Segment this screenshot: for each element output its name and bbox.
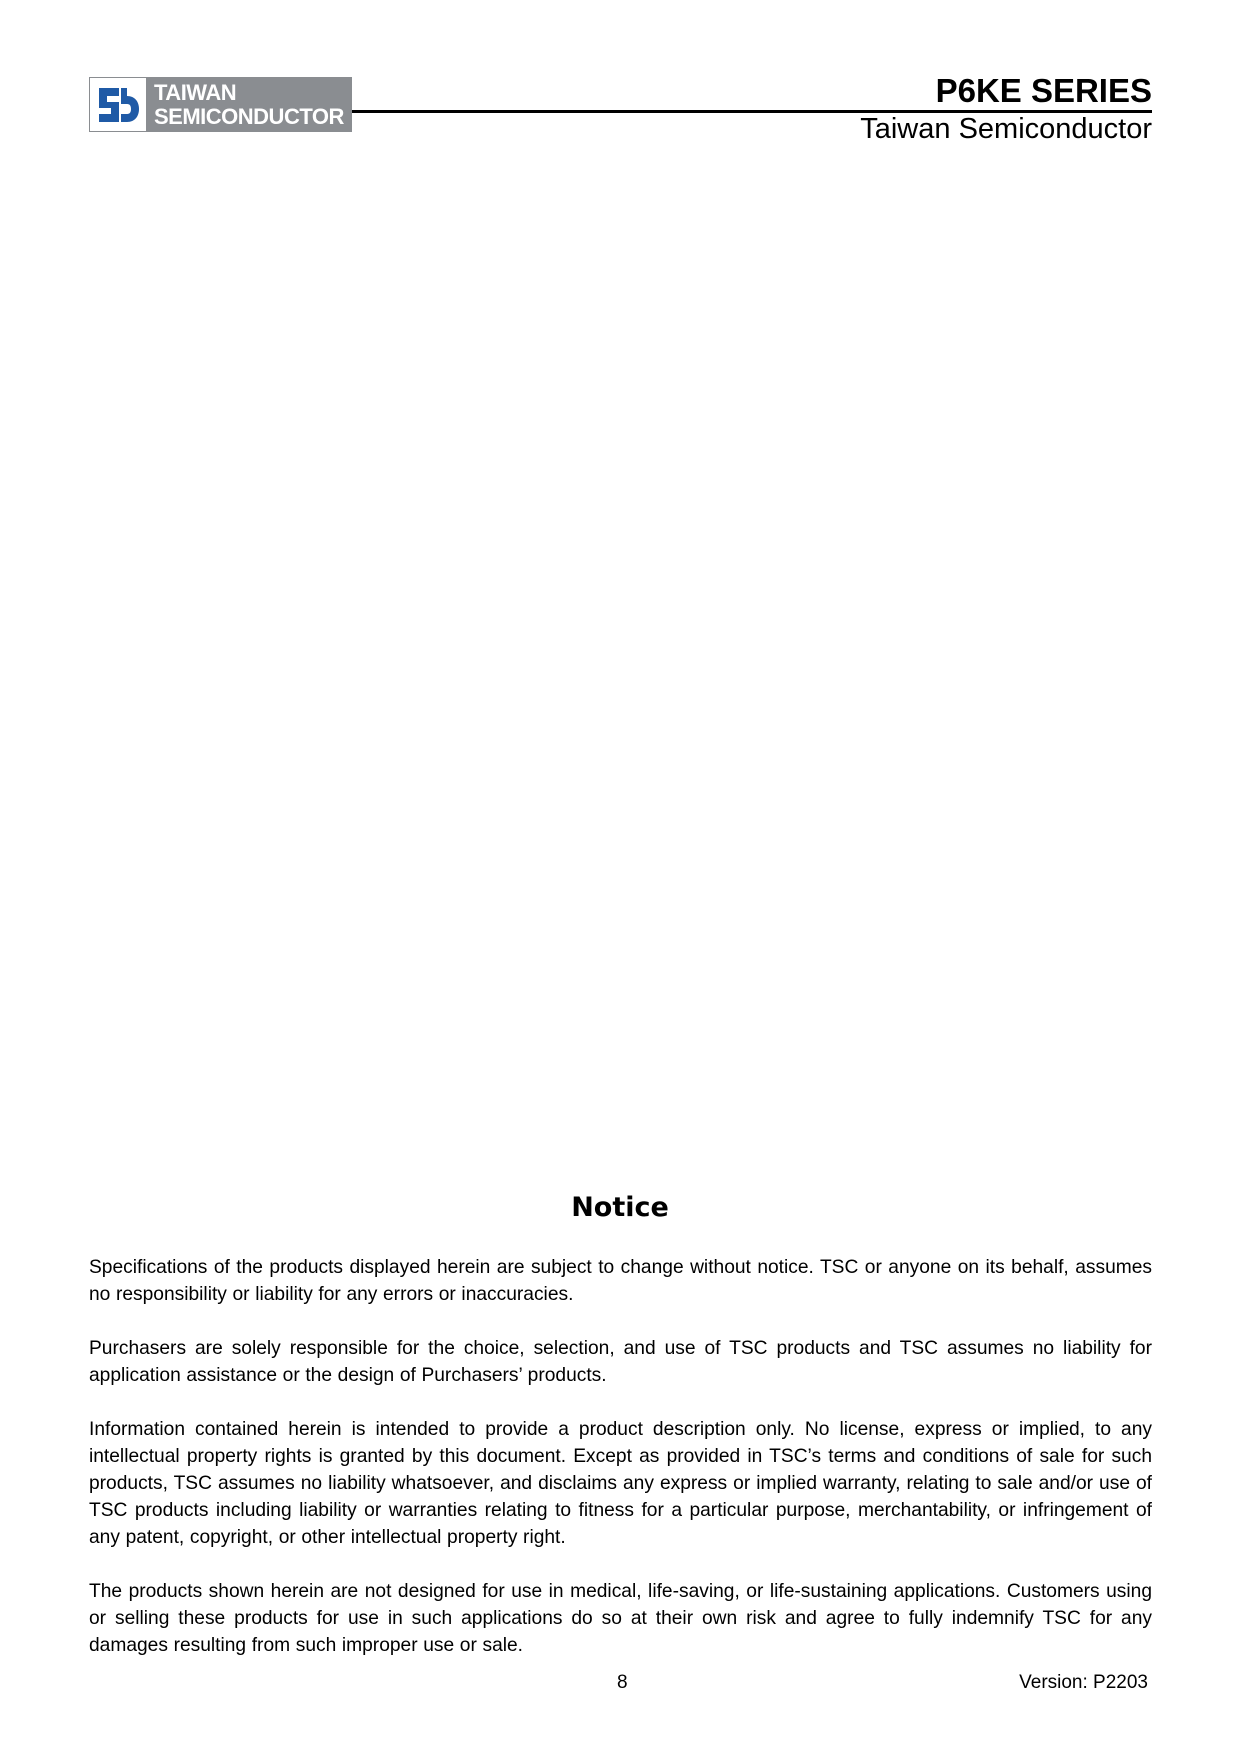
notice-body	[89, 1254, 1152, 1686]
notice-paragraph: Purchasers are solely responsible for the choice, selection, and use of TSC products and TSC assumes no liability for application assistance or the design of Purchasers’ products.	[89, 1338, 1152, 1386]
tsc-logo-icon	[90, 78, 146, 131]
notice-paragraph: Specifications of the products displayed herein are subject to change without notice. TSC or anyone on its behalf, assumes no responsibility or liability for any errors or inaccuracies.	[89, 1257, 1152, 1305]
company-logo	[89, 77, 352, 132]
notice-heading: Notice	[571, 1192, 669, 1223]
notice-paragraph: The products shown herein are not designed for use in medical, life-saving, or life-sustaining applications. Customers using or selling these products for use in such applications do so at their own risk and agree to fully indemnify TSC for any damages resulting from such improper use or sale.	[89, 1581, 1152, 1656]
logo-line-2: SEMICONDUCTOR	[154, 104, 344, 129]
page-number: 8	[617, 1672, 628, 1693]
company-name: Taiwan Semiconductor	[860, 113, 1152, 145]
notice-paragraph: Information contained herein is intended to provide a product description only. No license, express or implied, to any intellectual property rights is granted by this document. Except as provided in TSC’s terms and conditions of sale for such products, TSC assumes no liability whatsoever, and disclaims any express or implied warranty, relating to sale and/or use of TSC products including liability or warranties relating to fitness for a particular purpose, merchantability, or infringement of any patent, copyright, or other intellectual property right.	[89, 1419, 1152, 1548]
logo-line-1: TAIWAN	[154, 80, 237, 105]
version-label: Version: P2203	[1019, 1672, 1148, 1693]
logo-wordmark	[146, 78, 351, 131]
series-title: P6KE SERIES	[935, 72, 1152, 109]
